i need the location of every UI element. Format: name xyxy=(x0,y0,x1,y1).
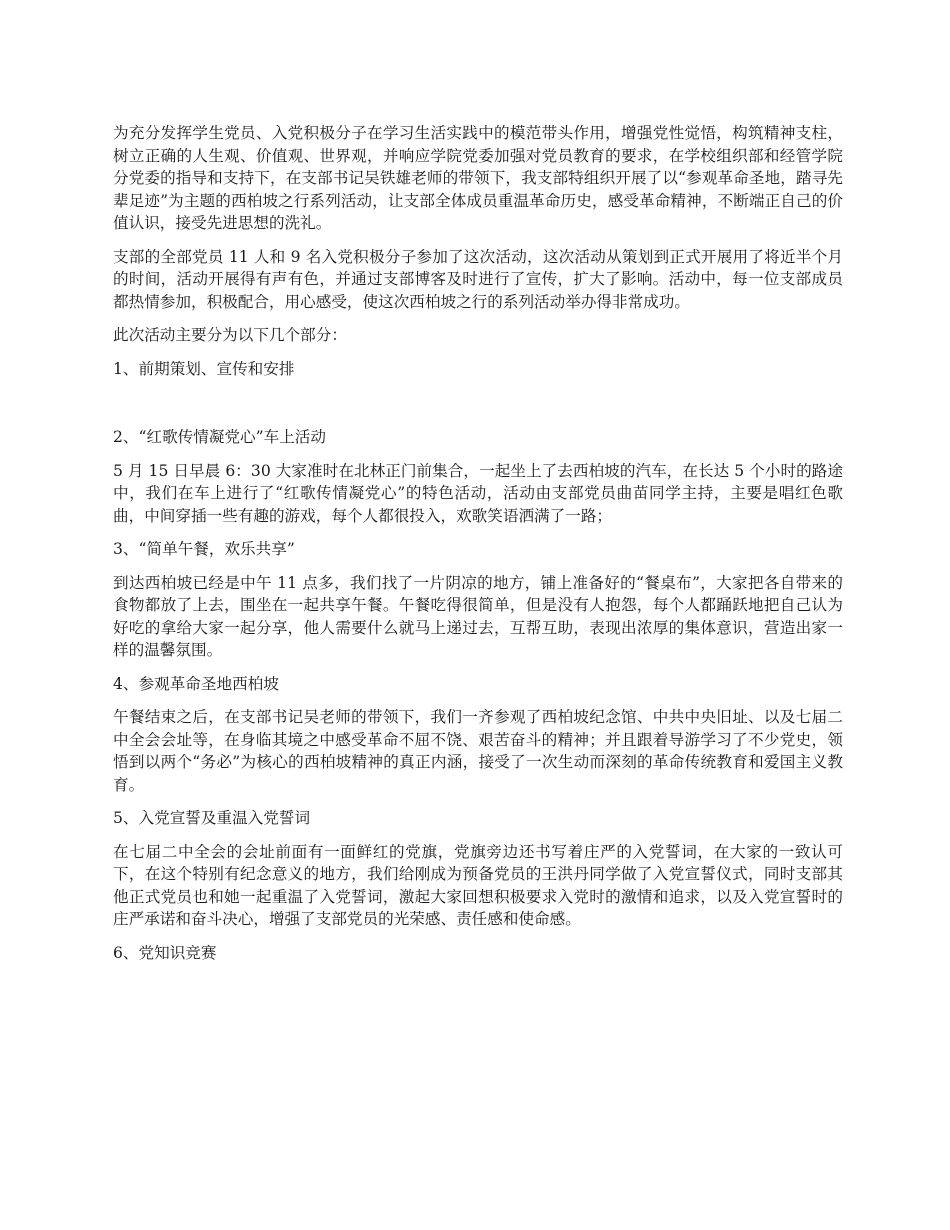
section-heading-6: 6、党知识竞赛 xyxy=(113,943,217,962)
section-heading-2: 2、“红歌传情凝党心”车上活动 xyxy=(113,428,326,446)
parts-intro-paragraph: 此次活动主要分为以下几个部分： xyxy=(113,326,347,344)
section-3-paragraph: 到达西柏坡已经是中午 11 点多，我们找了一片阴凉的地方，铺上准备好的“餐桌布”，大家把各自带来的食物都放了上去，围坐在一起共享午餐。午餐吃得很简单，但是没有人抱怨，每个人都踊跃地把自己认为好吃的拿给大家一起分享，他人需要什么就马上递过去，互帮互助，表现出浓厚的集体意识，营造出家一样的温馨氛围。 xyxy=(113,573,843,659)
document-body xyxy=(113,122,843,964)
section-heading-3: 3、“简单午餐，欢乐共享” xyxy=(113,540,295,558)
section-4-paragraph: 午餐结束之后，在支部书记吴老师的带领下，我们一齐参观了西柏坡纪念馆、中共中央旧址、以及七届二中全会会址等，在身临其境之中感受革命不屈不饶、艰苦奋斗的精神；并且跟着导游学习了不少党史，领悟到以两个“务必”为核心的西柏坡精神的真正内涵，接受了一次生动而深刻的革命传统教育和爱国主义教育。 xyxy=(113,708,843,794)
section-heading-5: 5、入党宣誓及重温入党誓词 xyxy=(113,809,311,827)
section-heading-4: 4、参观革命圣地西柏坡 xyxy=(113,674,279,693)
section-5-paragraph: 在七届二中全会的会址前面有一面鲜红的党旗，党旗旁边还书写着庄严的入党誓词，在大家的一致认可下，在这个特别有纪念意义的地方，我们给刚成为预备党员的王洪丹同学做了入党宣誓仪式，同时支部其他正式党员也和她一起重温了入党誓词，激起大家回想积极要求入党时的激情和追求，以及入党宣誓时的庄严承诺和奋斗决心，增强了支部党员的光荣感、责任感和使命感。 xyxy=(113,842,843,928)
section-heading-1: 1、前期策划、宣传和安排 xyxy=(113,359,295,378)
section-2-paragraph: 5 月 15 日早晨 6：30 大家准时在北林正门前集合，一起坐上了去西柏坡的汽车，在长达 5 个小时的路途中，我们在车上进行了“红歌传情凝党心”的特色活动，活动由支部党员曲苗同学主持，主要是唱红色歌曲，中间穿插一些有趣的游戏，每个人都很投入，欢歌笑语洒满了一路； xyxy=(113,461,843,525)
participation-paragraph: 支部的全部党员 11 人和 9 名入党积极分子参加了这次活动，这次活动从策划到正式开展用了将近半个月的时间，活动开展得有声有色，并通过支部博客及时进行了宣传，扩大了影响。活动中，每一位支部成员都热情参加，积极配合，用心感受，使这次西柏坡之行的系列活动举办得非常成功。 xyxy=(113,247,843,311)
intro-paragraph: 为充分发挥学生党员、入党积极分子在学习生活实践中的模范带头作用，增强党性觉悟，构筑精神支柱，树立正确的人生观、价值观、世界观，并响应学院党委加强对党员教育的要求，在学校组织部和经管学院分党委的指导和支持下，在支部书记吴铁雄老师的带领下，我支部特组织开展了以“参观革命圣地，踏寻先辈足迹”为主题的西柏坡之行系列活动，让支部全体成员重温革命历史，感受革命精神，不断端正自己的价值认识，接受先进思想的洗礼。 xyxy=(113,124,843,232)
